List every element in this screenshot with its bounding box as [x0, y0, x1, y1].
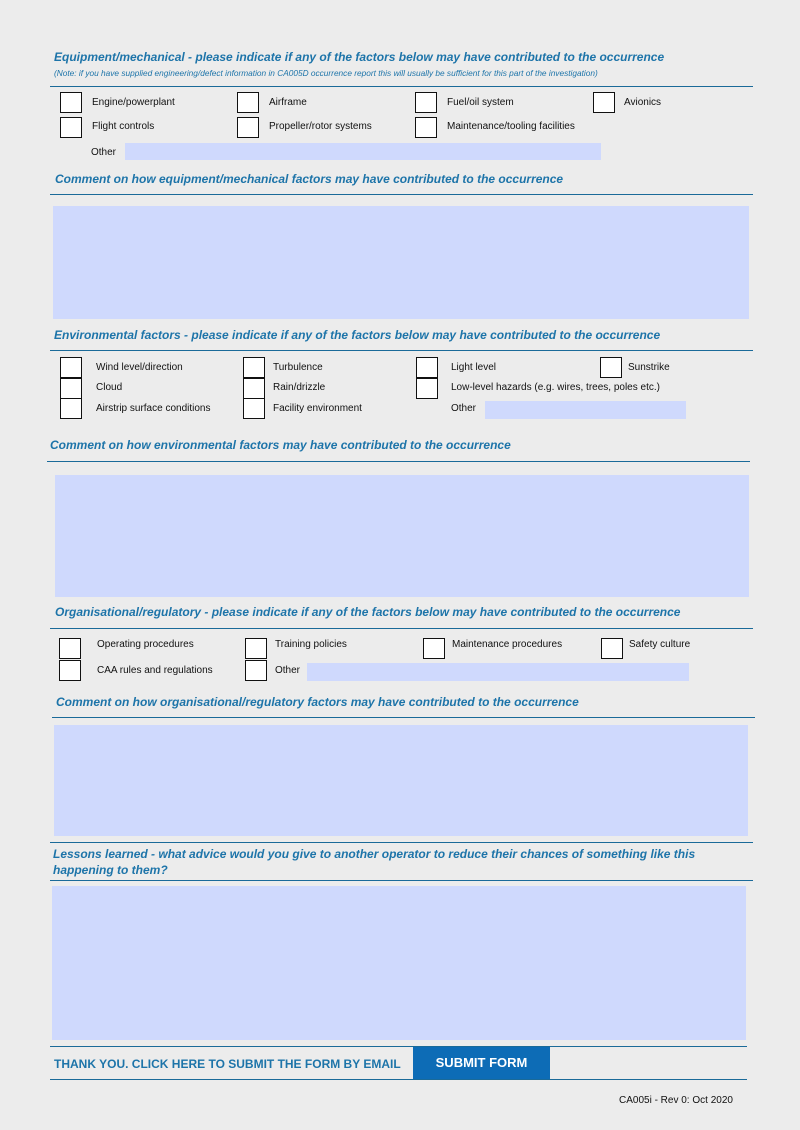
checkbox-cloud[interactable] [60, 378, 82, 399]
lessons-textarea[interactable] [52, 886, 746, 1040]
checkbox-operating-procedures[interactable] [59, 638, 81, 659]
environmental-comment-heading: Comment on how environmental factors may have contributed to the occurrence [50, 438, 511, 452]
checkbox-maintenance-tooling[interactable] [415, 117, 437, 138]
option-label: Training policies [275, 639, 347, 650]
equipment-heading: Equipment/mechanical - please indicate if any of the factors below may have contributed to the occurrence [54, 50, 665, 64]
option-label: Rain/drizzle [273, 382, 326, 393]
option-label: Turbulence [273, 362, 323, 373]
checkbox-safety-culture[interactable] [601, 638, 623, 659]
option-label: Airframe [269, 97, 307, 108]
environmental-heading: Environmental factors - please indicate if any of the factors below may have contributed to the occurrence [54, 328, 661, 342]
checkbox-airframe[interactable] [237, 92, 259, 113]
option-label: Cloud [96, 382, 123, 393]
equipment-other-input[interactable] [125, 143, 601, 160]
checkbox-fuel-oil-system[interactable] [415, 92, 437, 113]
option-label: Safety culture [629, 639, 691, 650]
equipment-comment-heading: Comment on how equipment/mechanical factors may have contributed to the occurrence [55, 172, 564, 186]
divider [50, 194, 753, 195]
other-label: Other [275, 665, 301, 676]
submit-form-button[interactable]: SUBMIT FORM [413, 1047, 550, 1080]
checkbox-maintenance-procedures[interactable] [423, 638, 445, 659]
lessons-heading-continued: happening to them? [53, 863, 168, 877]
checkbox-facility-environment[interactable] [243, 398, 265, 419]
option-label: Operating procedures [97, 639, 194, 650]
checkbox-wind[interactable] [60, 357, 82, 378]
option-label: CAA rules and regulations [97, 665, 213, 676]
option-label: Facility environment [273, 403, 362, 414]
checkbox-rain-drizzle[interactable] [243, 378, 265, 399]
other-label: Other [91, 147, 117, 158]
divider [50, 628, 753, 629]
checkbox-airstrip-surface[interactable] [60, 398, 82, 419]
divider [50, 880, 753, 881]
option-label: Flight controls [92, 121, 155, 132]
organisational-comment-textarea[interactable] [54, 725, 748, 836]
checkbox-flight-controls[interactable] [60, 117, 82, 138]
option-label: Low-level hazards (e.g. wires, trees, poles etc.) [451, 382, 660, 393]
checkbox-sunstrike[interactable] [600, 357, 622, 378]
option-label: Maintenance/tooling facilities [447, 121, 575, 132]
option-label: Engine/powerplant [92, 97, 175, 108]
option-label: Maintenance procedures [452, 639, 563, 650]
divider [50, 1046, 747, 1047]
environmental-other-input[interactable] [485, 401, 686, 419]
equipment-note: (Note: if you have supplied engineering/defect information in CA005D occurrence report this will usually be sufficient for this part of the investigation) [54, 68, 598, 78]
option-label: Avionics [624, 97, 662, 108]
equipment-comment-textarea[interactable] [53, 206, 749, 319]
option-label: Fuel/oil system [447, 97, 514, 108]
option-label: Wind level/direction [96, 362, 183, 373]
checkbox-low-level-hazards[interactable] [416, 378, 438, 399]
checkbox-avionics[interactable] [593, 92, 615, 113]
checkbox-propeller-rotor[interactable] [237, 117, 259, 138]
divider [50, 86, 753, 87]
checkbox-organisational-other[interactable] [245, 660, 267, 681]
option-label: Airstrip surface conditions [96, 403, 211, 414]
checkbox-training-policies[interactable] [245, 638, 267, 659]
option-label: Light level [451, 362, 497, 373]
form-revision: CA005i - Rev 0: Oct 2020 [619, 1095, 733, 1106]
option-label: Sunstrike [628, 362, 670, 373]
checkbox-turbulence[interactable] [243, 357, 265, 378]
divider [50, 1079, 747, 1080]
divider [52, 717, 755, 718]
organisational-other-input[interactable] [307, 663, 689, 681]
checkbox-engine-powerplant[interactable] [60, 92, 82, 113]
checkbox-caa-rules[interactable] [59, 660, 81, 681]
environmental-comment-textarea[interactable] [55, 475, 749, 597]
checkbox-light-level[interactable] [416, 357, 438, 378]
organisational-comment-heading: Comment on how organisational/regulatory factors may have contributed to the occurrence [56, 695, 579, 709]
organisational-heading: Organisational/regulatory - please indicate if any of the factors below may have contributed to the occurrence [55, 605, 681, 619]
other-label: Other [451, 403, 477, 414]
lessons-heading: Lessons learned - what advice would you give to another operator to reduce their chances of something like this [53, 847, 696, 861]
divider [50, 842, 753, 843]
submit-instructions: THANK YOU. CLICK HERE TO SUBMIT THE FORM BY EMAIL [54, 1057, 401, 1071]
divider [47, 461, 750, 462]
option-label: Propeller/rotor systems [269, 121, 372, 132]
divider [50, 350, 753, 351]
